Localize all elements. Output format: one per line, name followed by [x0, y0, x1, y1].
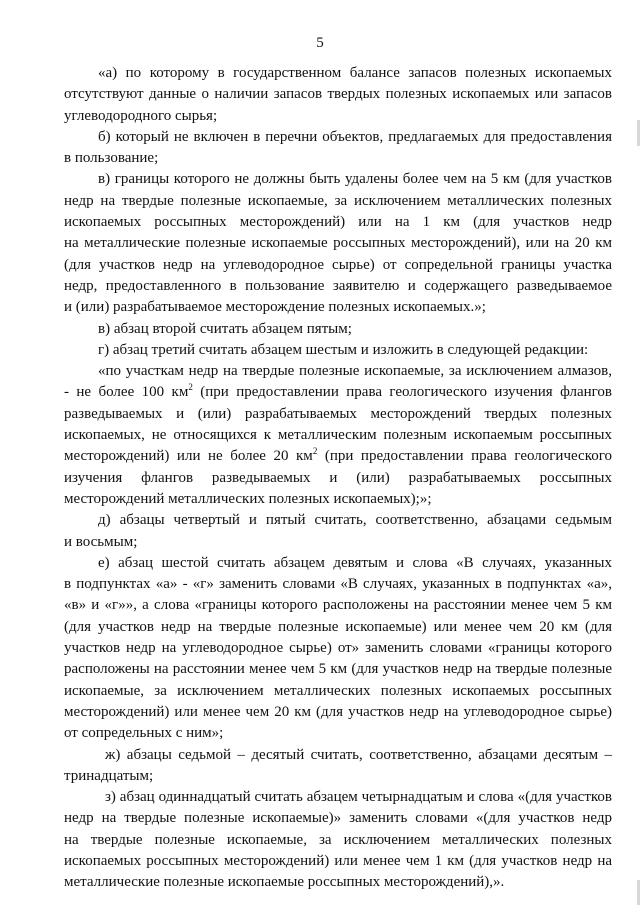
text-line: недр на твердые полезные ископаемые)» заменить словами «(для участков недр	[64, 810, 612, 827]
text-line: от сопредельных с ним»;	[64, 725, 224, 742]
text-line: на твердые полезные ископаемые, за исключением металлических полезных	[64, 831, 612, 848]
text-line	[64, 446, 612, 467]
text-line: и (или) разрабатываемое месторождение полезных ископаемых.»;	[64, 299, 486, 316]
text-line: ископаемых россыпных месторождений) или менее чем 1 км (для участков недр на	[64, 852, 612, 869]
text-line: расположены на расстоянии менее чем 5 км (для участков недр на твердые полезные	[64, 661, 612, 678]
text-line: месторождений металлических полезных ископаемых);»;	[64, 490, 432, 507]
text-line: «по участкам недр на твердые полезные ископаемые, за исключением алмазов,	[98, 363, 612, 380]
text-line: месторождений) или менее чем 20 км (для участков недр на углеводородное сырье)	[64, 703, 612, 720]
document-body	[64, 63, 612, 894]
text-line: углеводородного сырья;	[64, 107, 218, 124]
text-line: недр на твердые полезные ископаемые, за исключением металлических полезных	[64, 192, 612, 209]
text-segment: (при предоставлении права геологического	[317, 448, 612, 465]
text-line: в пользование;	[64, 150, 159, 167]
text-line: ж) абзацы седьмой – десятый считать, соответственно, абзацами десятым –	[105, 746, 612, 763]
superscript: 2	[188, 382, 193, 393]
text-line: в) абзац второй считать абзацем пятым;	[98, 320, 352, 337]
text-line	[64, 382, 612, 403]
text-line: ископаемые, за исключением металлических полезных ископаемых россыпных	[64, 682, 612, 699]
text-segment: - не более 100 км	[64, 384, 189, 401]
text-segment: месторождений) или не более 20 км	[64, 448, 313, 465]
text-line: ископаемых, не относящихся к металлическим полезным ископаемым россыпных	[64, 427, 612, 444]
text-line: и восьмым;	[64, 533, 138, 550]
text-line: «а) по которому в государственном балансе запасов полезных ископаемых	[98, 65, 612, 81]
text-line: б) который не включен в перечни объектов, предлагаемых для предоставления	[98, 128, 612, 145]
text-line: (для участков недр на углеводородное сырье) от сопредельной границы участка	[64, 256, 612, 273]
text-line: «в» и «г»», а слова «границы которого расположены на расстоянии менее чем 5 км	[64, 597, 612, 614]
text-line: д) абзацы четвертый и пятый считать, соответственно, абзацами седьмым	[98, 512, 612, 529]
text-line: в) границы которого не должны быть удалены более чем на 5 км (для участков	[98, 171, 612, 188]
page-number: 5	[316, 35, 324, 51]
text-line: в подпунктах «а» - «г» заменить словами «В случаях, указанных в подпунктах «а»,	[64, 576, 612, 593]
text-line: тринадцатым;	[64, 767, 154, 784]
text-line: изучения флангов разведываемых и (или) разрабатываемых россыпных	[64, 469, 612, 486]
text-line: участков недр на углеводородное сырье) от» заменить словами «границы которого	[64, 640, 612, 657]
text-line: е) абзац шестой считать абзацем девятым и слова «В случаях, указанных	[98, 554, 612, 571]
text-line: разведываемых и (или) разрабатываемых месторождений твердых полезных	[64, 405, 612, 422]
text-line: отсутствуют данные о наличии запасов твердых полезных ископаемых или запасов	[64, 86, 612, 103]
text-line: металлические полезные ископаемые россыпных месторождений),».	[64, 874, 505, 891]
text-line: з) абзац одиннадцатый считать абзацем четырнадцатым и слова «(для участков	[105, 789, 612, 806]
text-line: (для участков недр на твердые полезные ископаемые) или менее чем 20 км (для	[64, 618, 612, 635]
text-line: ископаемых россыпных месторождений) или на 1 км (для участков недр	[64, 214, 612, 231]
text-line: недр, предоставленного в пользование заявителю и содержащего разведываемое	[64, 277, 612, 294]
text-line: на металлические полезные ископаемые россыпных месторождений), или на 20 км	[64, 235, 612, 252]
text-line: г) абзац третий считать абзацем шестым и изложить в следующей редакции:	[98, 341, 589, 358]
text-segment: (при предоставлении права геологического изучения флангов	[192, 384, 612, 401]
superscript: 2	[312, 446, 318, 457]
